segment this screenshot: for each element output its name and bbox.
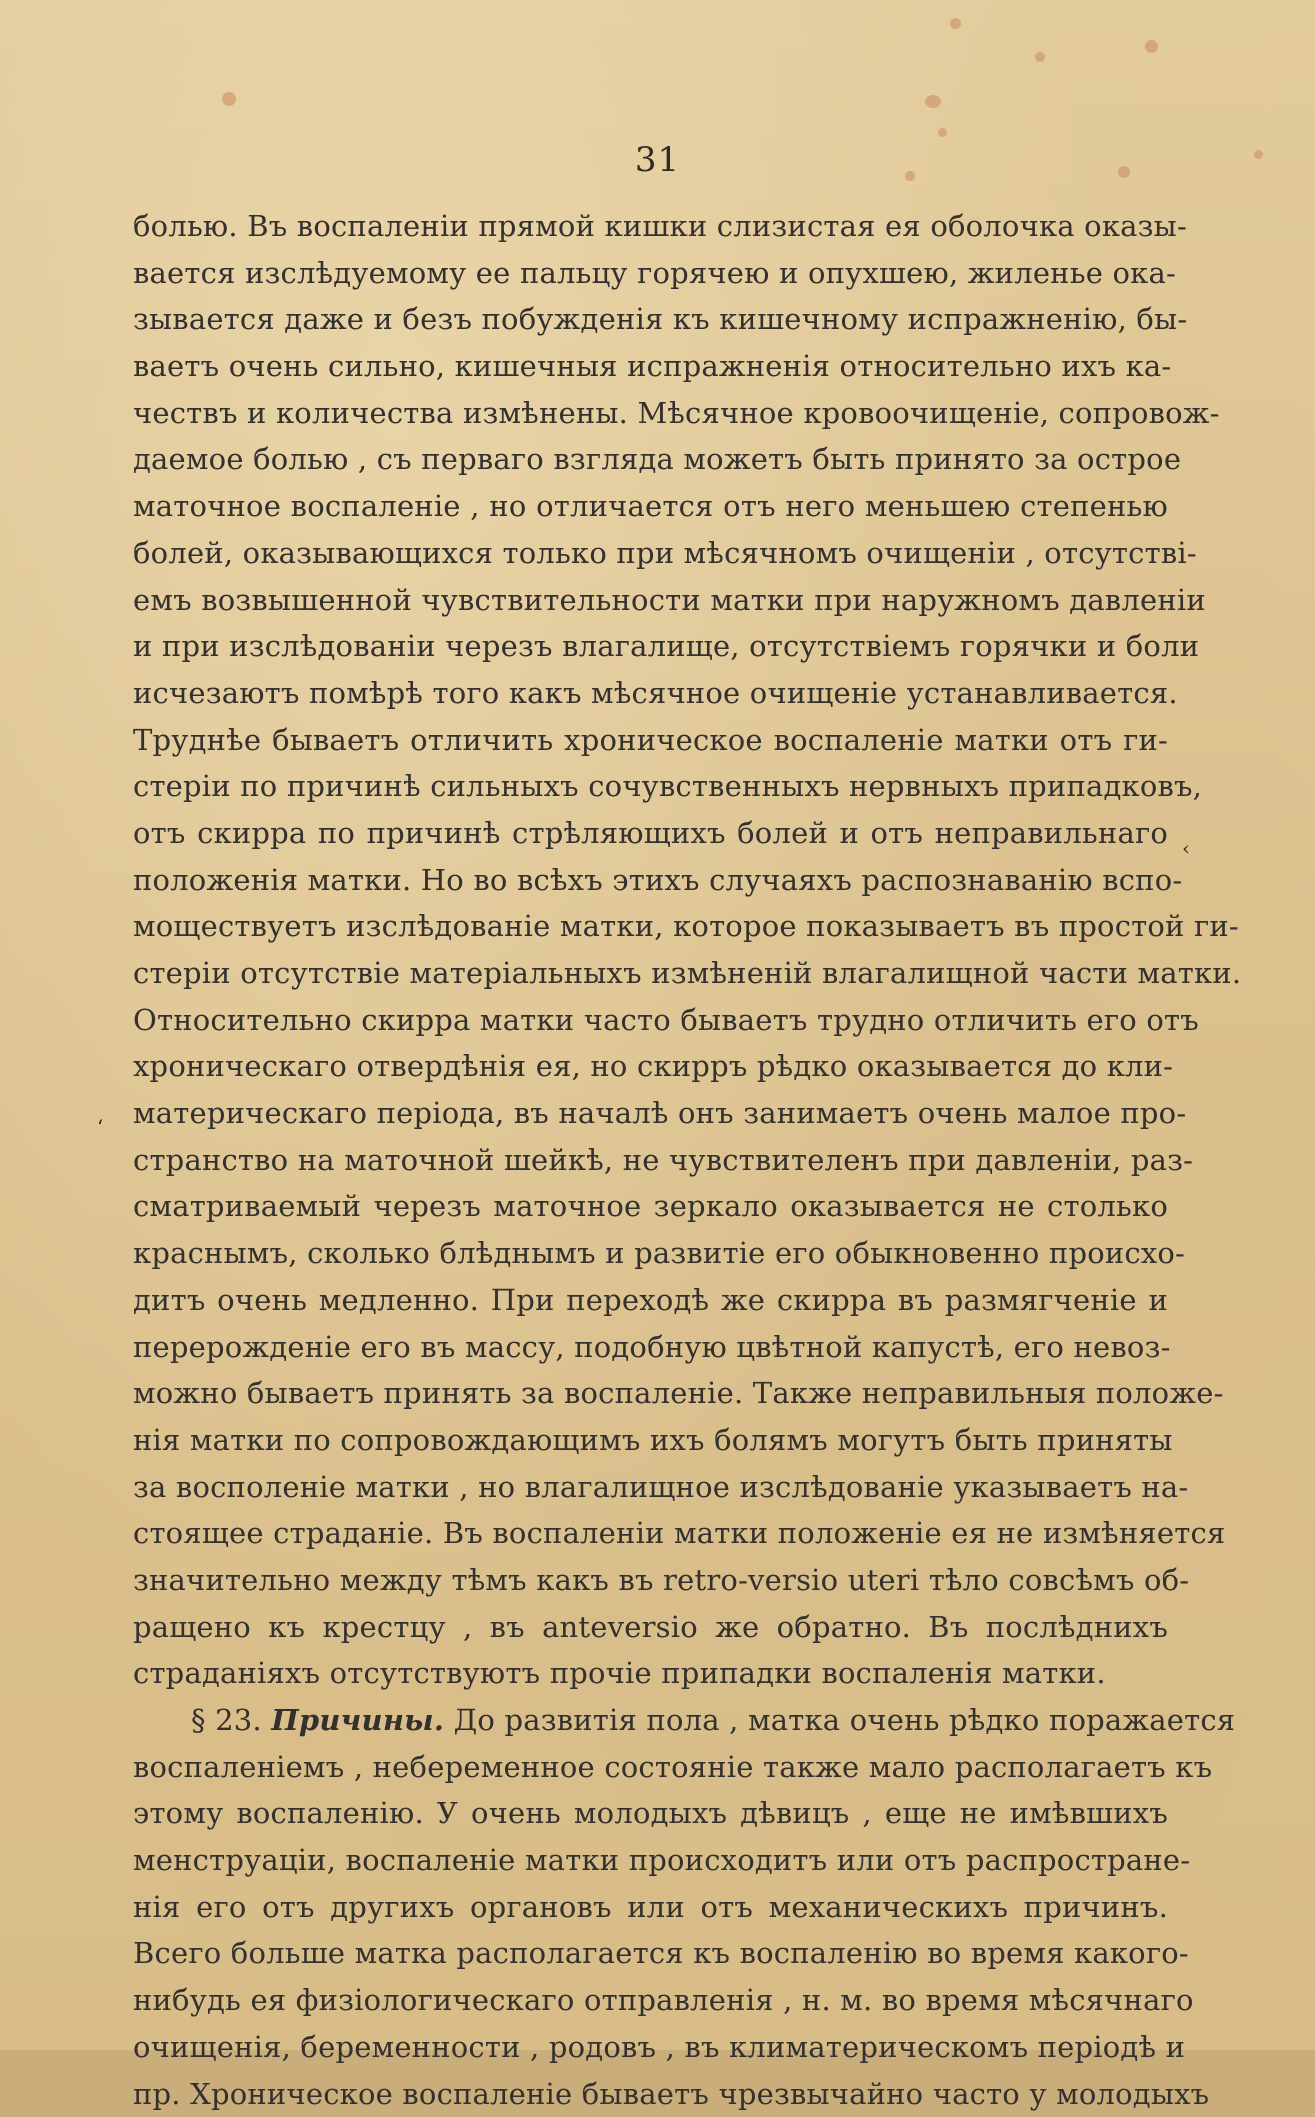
- section-number: § 23.: [191, 1703, 262, 1737]
- text-line: маточное воспаленіе , но отличается отъ него меньшею степенью: [133, 483, 1168, 530]
- section-first-line: [133, 1697, 1168, 1744]
- text-line: значительно между тѣмъ какъ въ retro-versio uteri тѣло совсѣмъ об-: [133, 1557, 1168, 1604]
- text-line: Труднѣе бываетъ отличить хроническое воспаленіе матки отъ ги-: [133, 717, 1168, 764]
- text-line: воспаленіемъ , небеременное состояніе также мало располагаетъ къ: [133, 1744, 1168, 1791]
- section-first-line-text: До развитія пола , матка очень рѣдко поражается: [454, 1703, 1236, 1737]
- text-line: страданіяхъ отсутствуютъ прочіе припадки воспаленія матки.: [133, 1650, 1168, 1697]
- text-line: перерожденіе его въ массу, подобную цвѣтной капустѣ, его невоз-: [133, 1324, 1168, 1371]
- foxing-spot: [222, 92, 236, 106]
- text-line: отъ скирра по причинѣ стрѣляющихъ болей и отъ неправильнаго: [133, 810, 1168, 857]
- text-line: емъ возвышенной чувствительности матки при наружномъ давленіи: [133, 577, 1168, 624]
- text-line: краснымъ, сколько блѣднымъ и развитіе его обыкновенно происхо-: [133, 1230, 1168, 1277]
- text-line: стоящее страданіе. Въ воспаленіи матки положеніе ея не измѣняется: [133, 1510, 1168, 1557]
- foxing-spot: [925, 95, 941, 108]
- text-line: нія матки по сопровождающимъ ихъ болямъ могутъ быть приняты: [133, 1417, 1168, 1464]
- text-line: этому воспаленію. У очень молодыхъ дѣвицъ , еще не имѣвшихъ: [133, 1790, 1168, 1837]
- text-line: нибудь ея физіологическаго отправленія , н. м. во время мѣсячнаго: [133, 1977, 1168, 2024]
- text-line: стеріи отсутствіе матеріальныхъ измѣненій влагалищной части матки.: [133, 950, 1168, 997]
- text-line: за восполеніе матки , но влагалищное изслѣдованіе указываетъ на-: [133, 1464, 1168, 1511]
- text-line: чествъ и количества измѣнены. Мѣсячное кровоочищеніе, сопровож-: [133, 390, 1168, 437]
- text-line: можно бываетъ принять за воспаленіе. Также неправильныя положе-: [133, 1370, 1168, 1417]
- text-line: хроническаго отвердѣнія ея, но скирръ рѣдко оказывается до кли-: [133, 1043, 1168, 1090]
- text-line: исчезаютъ помѣрѣ того какъ мѣсячное очищеніе устанавливается.: [133, 670, 1168, 717]
- text-line: стеріи по причинѣ сильныхъ сочувственныхъ нервныхъ припадковъ,: [133, 763, 1168, 810]
- margin-mark: ʻ: [97, 1115, 103, 1139]
- text-line: сматриваемый черезъ маточное зеркало оказывается не столько: [133, 1183, 1168, 1230]
- foxing-spot: [1145, 40, 1158, 53]
- text-line: дитъ очень медленно. При переходѣ же скирра въ размягченіе и: [133, 1277, 1168, 1324]
- text-line: болей, оказывающихся только при мѣсячномъ очищеніи , отсутстві-: [133, 530, 1168, 577]
- text-line: ваетъ очень сильно, кишечныя испражненія относительно ихъ ка-: [133, 343, 1168, 390]
- text-line: менструаціи, воспаленіе матки происходитъ или отъ распростране-: [133, 1837, 1168, 1884]
- text-line: Относительно скирра матки часто бываетъ трудно отличить его отъ: [133, 997, 1168, 1044]
- foxing-spot: [1035, 52, 1045, 62]
- text-line: зывается даже и безъ побужденія къ кишечному испражненію, бы-: [133, 296, 1168, 343]
- text-line: болью. Въ воспаленіи прямой кишки слизистая ея оболочка оказы-: [133, 203, 1168, 250]
- body-text: [133, 203, 1168, 2117]
- text-line: пр. Хроническое воспаленіе бываетъ чрезвычайно часто у молодыхъ: [133, 2071, 1168, 2117]
- text-line: даемое болью , съ перваго взгляда можетъ быть принято за острое: [133, 436, 1168, 483]
- foxing-spot: [950, 18, 961, 29]
- page-number: 31: [0, 140, 1315, 180]
- text-line: вается изслѣдуемому ее пальцу горячею и опухшею, жиленье ока-: [133, 250, 1168, 297]
- text-line: моществуетъ изслѣдованіе матки, которое показываетъ въ простой ги-: [133, 903, 1168, 950]
- section-heading: Причины.: [271, 1703, 444, 1737]
- text-line: нія его отъ другихъ органовъ или отъ механическихъ причинъ.: [133, 1884, 1168, 1931]
- margin-mark: ‹: [1182, 836, 1190, 860]
- text-line: материческаго періода, въ началѣ онъ занимаетъ очень малое про-: [133, 1090, 1168, 1137]
- text-line: странство на маточной шейкѣ, не чувствителенъ при давленіи, раз-: [133, 1137, 1168, 1184]
- foxing-spot: [938, 128, 947, 137]
- text-line: ращено къ крестцу , въ anteversio же обратно. Въ послѣднихъ: [133, 1604, 1168, 1651]
- text-line: и при изслѣдованіи черезъ влагалище, отсутствіемъ горячки и боли: [133, 623, 1168, 670]
- text-line: положенія матки. Но во всѣхъ этихъ случаяхъ распознаванію вспо-: [133, 857, 1168, 904]
- text-line: Всего больше матка располагается къ воспаленію во время какого-: [133, 1930, 1168, 1977]
- text-line: очищенія, беременности , родовъ , въ климатерическомъ періодѣ и: [133, 2024, 1168, 2071]
